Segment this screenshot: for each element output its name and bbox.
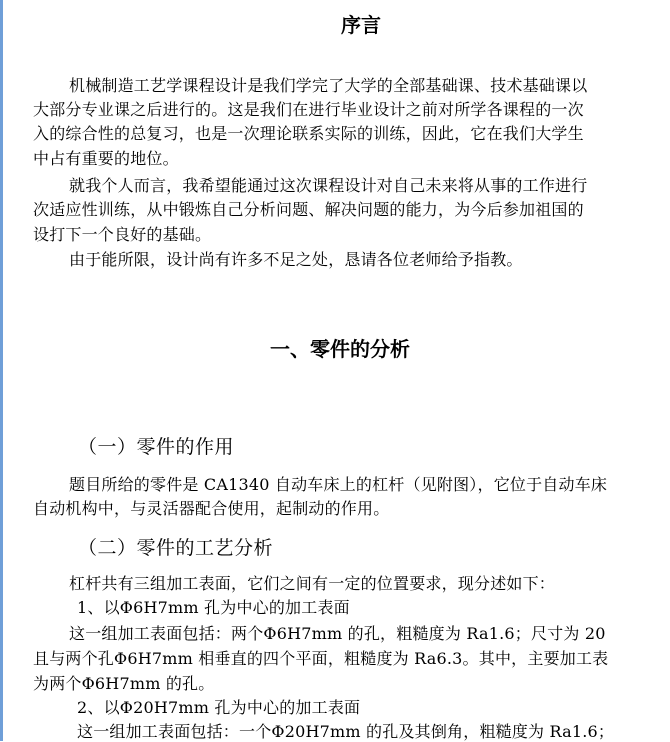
part-function-line-1: 题目所给的零件是 CA1340 自动车床上的杠杆（见附图），它位于自动车床 [69,475,608,494]
preface-paragraph-1-line-1: 机械制造工艺学课程设计是我们学完了大学的全部基础课、技术基础课以 [69,76,588,95]
preface-title: 序言 [341,13,381,37]
item-2-line-1: 这一组加工表面包括：一个Φ20H7mm 的孔及其倒角，粗糙度为 Ra1.6； [77,722,615,741]
process-analysis-intro: 杠杆共有三组加工表面，它们之间有一定的位置要求，现分述如下： [69,574,556,593]
preface-paragraph-1-line-3: 入的综合性的总复习，也是一次理论联系实际的训练，因此，它在我们大学生 [33,124,584,143]
subsection-heading-process-analysis: （二）零件的工艺分析 [78,537,274,559]
item-1-line-2: 且与两个孔Φ6H7mm 相垂直的四个平面，粗糙度为 Ra6.3。其中，主要加工表 [33,649,609,668]
subsection-heading-part-function: （一）零件的作用 [78,436,235,458]
preface-paragraph-3-line-1: 由于能所限，设计尚有许多不足之处，恳请各位老师给予指教。 [69,250,523,269]
document-page [33,0,670,741]
preface-paragraph-1-line-2: 大部分专业课之后进行的。这是我们在进行毕业设计之前对所学各课程的一次 [33,100,584,119]
document-edge-rule [0,0,3,741]
preface-paragraph-2-line-3: 设打下一个良好的基础。 [33,225,212,244]
item-1-line-3: 为两个Φ6H7mm 的孔。 [33,674,215,693]
part-function-line-2: 自动机构中，与灵活器配合使用，起制动的作用。 [33,499,390,518]
section-heading-part-analysis: 一、零件的分析 [270,337,410,361]
item-1-title: 1、以Φ6H7mm 孔为中心的加工表面 [77,598,350,617]
preface-paragraph-1-line-4: 中占有重要的地位。 [33,149,179,168]
item-1-line-1: 这一组加工表面包括：两个Φ6H7mm 的孔，粗糙度为 Ra1.6；尺寸为 20 [69,624,606,643]
item-2-title: 2、以Φ20H7mm 孔为中心的加工表面 [77,698,361,717]
preface-paragraph-2-line-1: 就我个人而言，我希望能通过这次课程设计对自己未来将从事的工作进行 [69,176,588,195]
preface-paragraph-2-line-2: 次适应性训练，从中锻炼自己分析问题、解决问题的能力，为今后参加祖国的 [33,200,584,219]
